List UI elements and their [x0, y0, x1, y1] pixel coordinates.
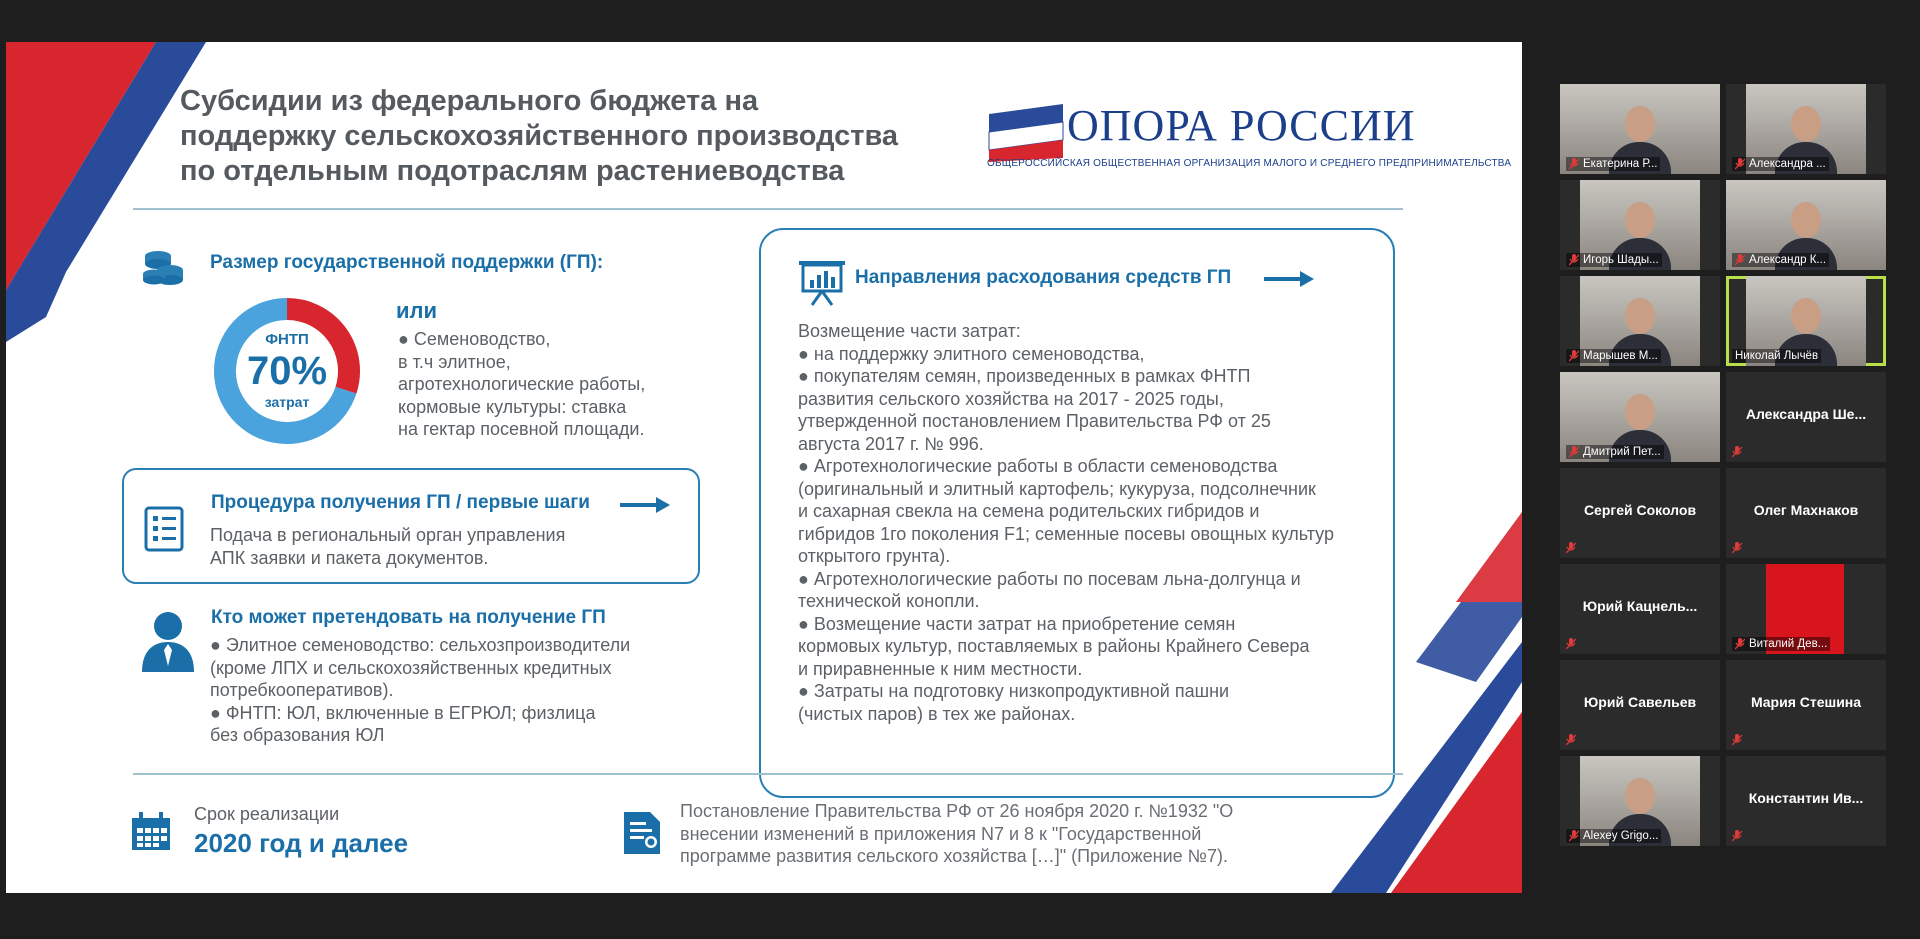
participant-name: Виталий Дев... [1749, 638, 1828, 650]
participant-name: Юрий Савельев [1583, 694, 1697, 710]
muted-mic-icon [1735, 638, 1745, 650]
participant-name: Николай Лычёв [1735, 350, 1819, 362]
top-divider [133, 208, 1403, 210]
participant-tile[interactable] [1560, 276, 1720, 366]
participant-tile[interactable] [1560, 660, 1720, 750]
muted-mic-icon [1569, 446, 1579, 458]
participant-name: Александр К... [1749, 254, 1827, 266]
participant-name-label [1566, 253, 1662, 267]
muted-mic-icon [1566, 542, 1576, 554]
presentation-board-icon [798, 260, 846, 306]
participant-tile[interactable] [1726, 564, 1886, 654]
participant-name: Александра ... [1749, 158, 1826, 170]
participant-name-label [1566, 157, 1660, 171]
donut-bottom-label: затрат [264, 394, 310, 410]
muted-mic-icon [1566, 638, 1576, 650]
participant-head [1625, 106, 1655, 142]
participant-head [1791, 298, 1821, 334]
eligibility-heading: Кто может претендовать на получение ГП [211, 607, 606, 628]
participant-name-label [1566, 829, 1661, 843]
participant-name-label [1566, 349, 1661, 363]
mic-status [1732, 830, 1742, 842]
participant-name: Екатерина Р... [1583, 158, 1658, 170]
donut-top-label: ФНТП [265, 331, 309, 348]
muted-mic-icon [1732, 446, 1742, 458]
opora-russia-logo [985, 98, 1512, 178]
participant-tile[interactable] [1560, 564, 1720, 654]
or-option-text: ● Семеноводство, в т.ч элитное, агротехнологические работы, кормовые культуры: ставка на гектар посевной площади. [398, 329, 646, 439]
participant-name: Константин Ив... [1748, 790, 1864, 806]
muted-mic-icon [1732, 830, 1742, 842]
muted-mic-icon [1569, 254, 1579, 266]
participant-head [1791, 202, 1821, 238]
participant-tile[interactable] [1560, 372, 1720, 462]
participant-tile[interactable] [1560, 468, 1720, 558]
participant-head [1625, 394, 1655, 430]
participant-tile[interactable] [1726, 756, 1886, 846]
period-label: Срок реализации [194, 804, 340, 824]
procedure-text: Подача в региональный орган управления АПК заявки и пакета документов. [210, 525, 566, 568]
participant-name: Юрий Кацнель... [1582, 598, 1698, 614]
ftnp-donut-chart [212, 296, 362, 446]
muted-mic-icon [1569, 830, 1579, 842]
arrow-right-icon [1264, 271, 1314, 287]
participant-tile[interactable] [1560, 180, 1720, 270]
arrow-right-icon [620, 497, 670, 513]
participant-head [1791, 106, 1821, 142]
muted-mic-icon [1569, 350, 1579, 362]
procedure-heading: Процедура получения ГП / первые шаги [211, 492, 590, 513]
or-label: или [396, 298, 438, 323]
participant-name-label [1732, 349, 1821, 363]
bottom-divider [133, 773, 1403, 775]
mic-status [1566, 638, 1576, 650]
coins-icon [142, 248, 186, 288]
russian-flag-icon [985, 102, 1065, 162]
mic-status [1732, 446, 1742, 458]
calendar-icon [130, 812, 172, 852]
muted-mic-icon [1732, 734, 1742, 746]
logo-name: ОПОРА РОССИИ [1067, 101, 1416, 150]
muted-mic-icon [1735, 254, 1745, 266]
participant-tile[interactable] [1726, 372, 1886, 462]
participant-name: Марышев М... [1583, 350, 1658, 362]
participant-name: Мария Стешина [1750, 694, 1862, 710]
participant-name-label [1566, 445, 1664, 459]
participant-name: Дмитрий Пет... [1583, 446, 1661, 458]
muted-mic-icon [1569, 158, 1579, 170]
participant-head [1625, 298, 1655, 334]
muted-mic-icon [1732, 542, 1742, 554]
participant-tile[interactable] [1726, 180, 1886, 270]
participant-tile[interactable] [1726, 660, 1886, 750]
mic-status [1732, 734, 1742, 746]
eligibility-text: ● Элитное семеноводство: сельхозпроизводители (кроме ЛПХ и сельскохозяйственных кредитных потребкооперативов). ● ФНТП: ЮЛ, включенные в ЕГРЮЛ; физлица без образования ЮЛ [210, 635, 631, 745]
logo-subtitle: ОБЩЕРОССИЙСКАЯ ОБЩЕСТВЕННАЯ ОРГАНИЗАЦИЯ МАЛОГО И СРЕДНЕГО ПРЕДПРИНИМАТЕЛЬСТВА [987, 158, 1512, 169]
participant-name: Олег Махнаков [1753, 502, 1859, 518]
muted-mic-icon [1735, 158, 1745, 170]
period-value: 2020 год и далее [194, 828, 409, 858]
participant-name: Александра Ше... [1745, 406, 1867, 422]
participant-head [1625, 778, 1655, 814]
document-certificate-icon [622, 810, 662, 856]
participant-tile[interactable] [1560, 84, 1720, 174]
support-size-heading: Размер государственной поддержки (ГП): [210, 252, 604, 273]
mic-status [1732, 542, 1742, 554]
footer-regulation-note: Постановление Правительства РФ от 26 ноября 2020 г. №1932 "О внесении изменений в приложения N7 и 8 к "Государственной программе развития сельского хозяйства […]" (Приложение №7). [680, 801, 1234, 866]
participant-tile[interactable] [1726, 468, 1886, 558]
checklist-icon [144, 506, 184, 552]
participant-name-label [1732, 157, 1829, 171]
participant-name: Игорь Шады... [1583, 254, 1659, 266]
participant-name: Alexey Grigo... [1583, 830, 1659, 842]
donut-value: 70% [246, 349, 328, 393]
mic-status [1566, 734, 1576, 746]
participant-name: Сергей Соколов [1583, 502, 1697, 518]
presentation-slide [6, 42, 1522, 893]
mic-status [1566, 542, 1576, 554]
participant-head [1625, 202, 1655, 238]
slide-title: Субсидии из федерального бюджета на поддержку сельскохозяйственного производства по отдельным подотраслям растениеводства [180, 85, 899, 187]
participant-name-label [1732, 253, 1829, 267]
directions-heading: Направления расходования средств ГП [855, 267, 1232, 288]
participant-name-label [1732, 637, 1830, 651]
participant-tile[interactable] [1726, 84, 1886, 174]
person-icon [140, 610, 196, 672]
participant-tile[interactable] [1560, 756, 1720, 846]
participant-tile[interactable] [1726, 276, 1886, 366]
muted-mic-icon [1566, 734, 1576, 746]
directions-text: Возмещение части затрат: ● на поддержку элитного семеноводства, ● покупателям семян, произведенных в рамках ФНТП развития сельского хозяйства на 2017 - 2025 годы, утвержденной постановлением Правительства РФ от 25 августа 2017 г. № 996. ● Агротехнологические работы в области семеноводства (оригинальный и элитный картофель; кукуруза, подсолнечник и сахарная свекла на семена родительских гибридов и гибридов 1го поколения F1; семенные посевы овощных культур открытого грунта). ● Агротехнологические работы по посевам льна-долгунца и технической конопли. ● Возмещение части затрат на приобретение семян кормовых культур, поставляемых в районы Крайнего Севера и приравненные к ним местности. ● Затраты на подготовку низкопродуктивной пашни (чистых паров) в тех же районах. [798, 321, 1334, 724]
